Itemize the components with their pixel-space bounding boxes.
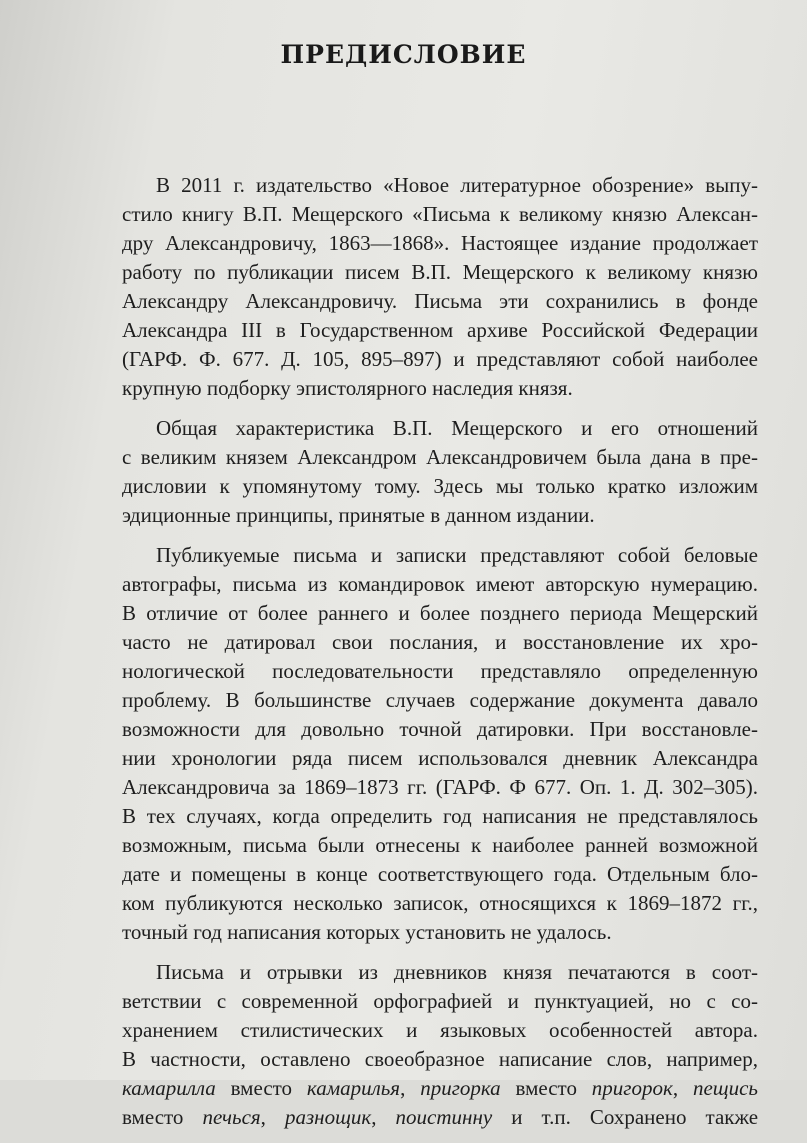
text-line: дате и помещены в конце соответствующего года. Отдельным бло-	[122, 862, 758, 886]
text-line-mixed	[122, 1074, 758, 1103]
italic-word: пригорка	[420, 1076, 501, 1100]
text-line: ком публикуются несколько записок, относящихся к 1869–1872 гг.,	[122, 891, 758, 915]
italic-word: пещись	[692, 1076, 758, 1100]
text-line: дисловии к упомянутому тому. Здесь мы только кратко изложим	[122, 474, 758, 498]
text-line: часто не датировал свои послания, и восстановление их хро-	[122, 630, 758, 654]
text-line: автографы, письма из командировок имеют авторскую нумерацию.	[122, 572, 758, 596]
text-line: проблему. В большинстве случаев содержание документа давало	[122, 688, 758, 712]
text-fragment: вместо	[215, 1076, 307, 1100]
text-line: Общая характеристика В.П. Мещерского и его отношений	[156, 416, 758, 440]
text-line: нии хронологии ряда писем использовался дневник Александра	[122, 746, 758, 770]
text-line: хранением стилистических и языковых особенностей автора.	[122, 1018, 758, 1042]
paragraph	[122, 171, 758, 403]
text-line: В тех случаях, когда определить год написания не представлялось	[122, 804, 758, 828]
text-line: дру Александровичу, 1863—1868». Настоящее издание продолжает	[122, 231, 758, 255]
text-fragment: ,	[672, 1076, 693, 1100]
italic-word: камарилья	[306, 1076, 401, 1100]
text-line: с великим князем Александром Александровичем была дана в пре-	[122, 445, 758, 469]
text-fragment: вместо	[122, 1105, 203, 1129]
text-line: возможным, письма были отнесены к наиболее ранней возможной	[122, 833, 758, 857]
page-title: ПРЕДИСЛОВИЕ	[280, 40, 527, 69]
text-line-mixed	[122, 1103, 758, 1132]
text-line: крупную подборку эпистолярного наследия князя.	[122, 376, 573, 400]
text-line: эдиционные принципы, принятые в данном издании.	[122, 503, 595, 527]
paragraph	[122, 958, 758, 1132]
text-fragment: ,	[400, 1076, 421, 1100]
text-line: В частности, оставлено своеобразное написание слов, например,	[122, 1047, 758, 1071]
text-line: нологической последовательности представляло определенную	[122, 659, 758, 683]
text-fragment: ,	[260, 1105, 285, 1129]
text-line: Публикуемые письма и записки представляют собой беловые	[156, 543, 758, 567]
text-line: В 2011 г. издательство «Новое литературное обозрение» выпу-	[156, 173, 758, 197]
italic-word: пригорок	[591, 1076, 673, 1100]
text-line: Письма и отрывки из дневников князя печатаются в соот-	[156, 960, 758, 984]
text-line: Александра III в Государственном архиве Российской Федерации	[122, 318, 758, 342]
paragraph	[122, 414, 758, 530]
text-line: Александру Александровичу. Письма эти сохранились в фонде	[122, 289, 758, 313]
text-line: Александровича за 1869–1873 гг. (ГАРФ. Ф 677. Оп. 1. Д. 302–305).	[122, 775, 758, 799]
italic-word: поистинну	[395, 1105, 493, 1129]
text-line: (ГАРФ. Ф. 677. Д. 105, 895–897) и представляют собой наиболее	[122, 347, 758, 371]
text-line: работу по публикации писем В.П. Мещерского к великому князю	[122, 260, 758, 284]
page-body-text	[122, 171, 758, 1143]
paragraph	[122, 541, 758, 947]
text-fragment: вместо	[500, 1076, 592, 1100]
text-line: В отличие от более раннего и более позднего периода Мещерский	[122, 601, 758, 625]
italic-word: печься	[202, 1105, 261, 1129]
text-line: возможности для довольно точной датировки. При восстановле-	[122, 717, 758, 741]
italic-word: разнощик	[284, 1105, 372, 1129]
text-line: стило книгу В.П. Мещерского «Письма к великому князю Алексан-	[122, 202, 758, 226]
text-line: точный год написания которых установить не удалось.	[122, 920, 612, 944]
text-fragment: и т.п. Сохранено также	[492, 1105, 759, 1129]
italic-word: камарилла	[122, 1076, 216, 1100]
text-fragment: ,	[371, 1105, 396, 1129]
text-line: ветствии с современной орфографией и пунктуацией, но с со-	[122, 989, 758, 1013]
